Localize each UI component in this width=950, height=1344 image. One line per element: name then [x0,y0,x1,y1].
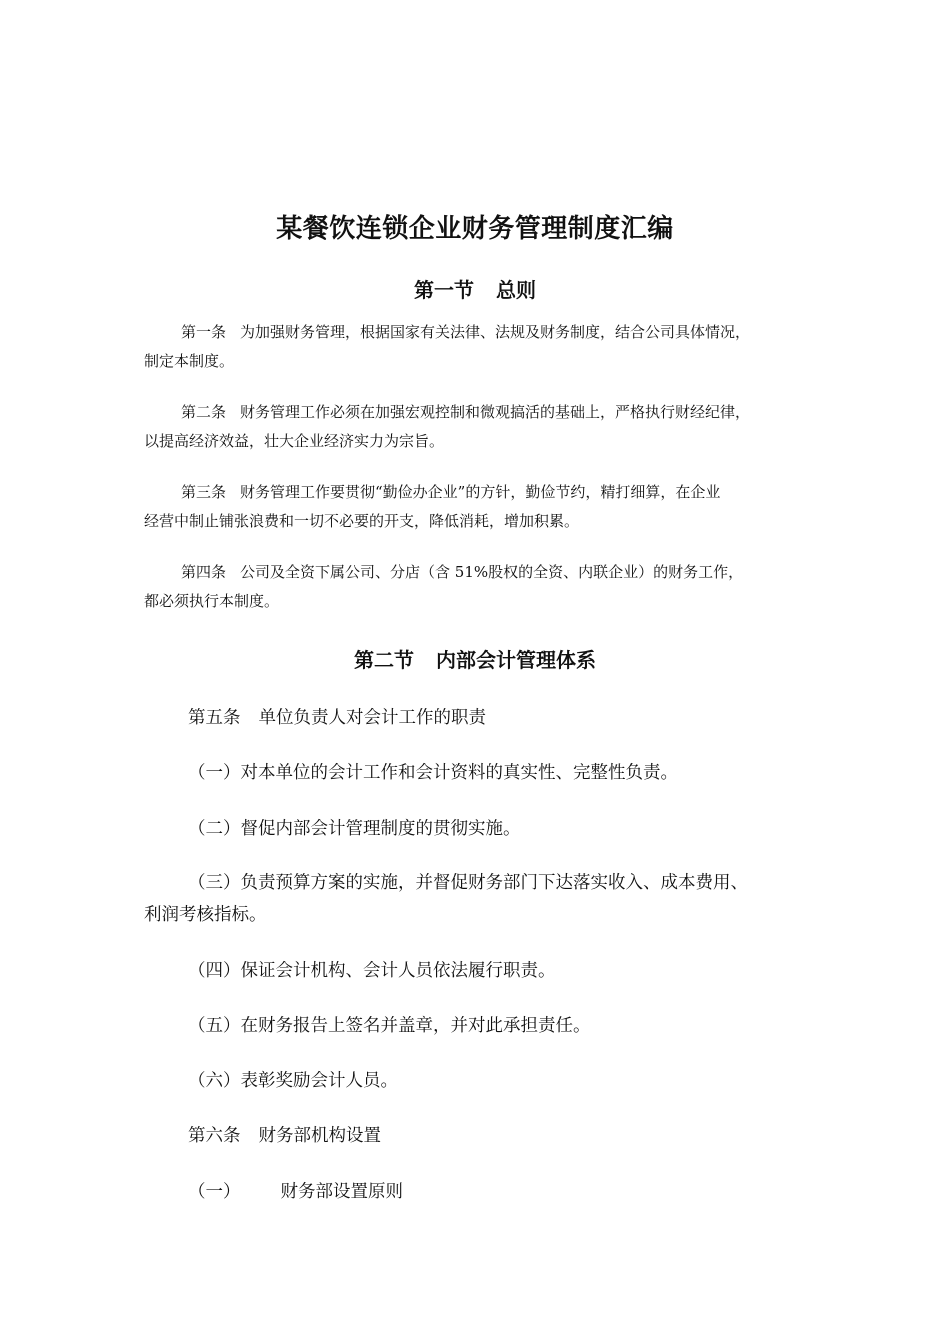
sub-item-number: （一） [188,1182,241,1202]
article-number: 第六条 [188,1126,241,1146]
document-title: 某餐饮连锁企业财务管理制度汇编 [276,214,674,244]
article-text-line1: 财务管理工作必须在加强宏观控制和微观搞活的基础上，严格执行财经纪律， [240,403,751,421]
sub-item-heading: 财务部设置原则 [280,1182,403,1202]
article-4 [144,558,824,616]
list-item: （二）督促内部会计管理制度的贯彻实施。 [188,819,521,839]
article-text-line2: 制定本制度。 [144,352,235,370]
article-number: 第一条 [181,323,227,341]
article-number: 第五条 [188,708,241,728]
section-heading-general [0,274,950,303]
article-2 [144,398,824,456]
article-number: 第二条 [181,403,227,421]
article-text-line2: 都必须执行本制度。 [144,592,280,610]
article-1 [144,318,824,376]
article-text-line1: 财务管理工作要贯彻“勤俭办企业”的方针，勤俭节约，精打细算，在企业 [240,483,721,501]
article-5 [188,702,868,734]
list-item: （一）对本单位的会计工作和会计资料的真实性、完整性负责。 [188,763,678,783]
article-6 [188,1120,868,1152]
list-item: （三）负责预算方案的实施，并督促财务部门下达落实收入、成本费用、 [188,873,748,893]
article-text-line2: 以提高经济效益，壮大企业经济实力为宗旨。 [144,432,445,450]
list-item: （六）表彰奖励会计人员。 [188,1071,398,1091]
list-item: （五）在财务报告上签名并盖章，并对此承担责任。 [188,1016,591,1036]
section-heading-internal-accounting [0,644,950,673]
article-number: 第三条 [181,483,227,501]
article-heading: 财务部机构设置 [258,1126,381,1146]
section-label: 第一节 [414,278,474,302]
list-item-continuation: 利润考核指标。 [144,905,267,925]
section-name: 内部会计管理体系 [436,648,596,672]
sub-item-1 [188,1176,868,1208]
article-heading: 单位负责人对会计工作的职责 [258,708,486,728]
article-text-line1: 为加强财务管理，根据国家有关法律、法规及财务制度，结合公司具体情况， [240,323,751,341]
section-name: 总则 [496,278,536,302]
list-item: （四）保证会计机构、会计人员依法履行职责。 [188,961,556,981]
article-3 [144,478,824,536]
section-label: 第二节 [354,648,414,672]
article-number: 第四条 [181,563,227,581]
article-text-line2: 经营中制止铺张浪费和一切不必要的开支，降低消耗，增加积累。 [144,512,580,530]
article-text-line1: 公司及全资下属公司、分店（含 51%股权的全资、内联企业）的财务工作， [240,563,744,581]
